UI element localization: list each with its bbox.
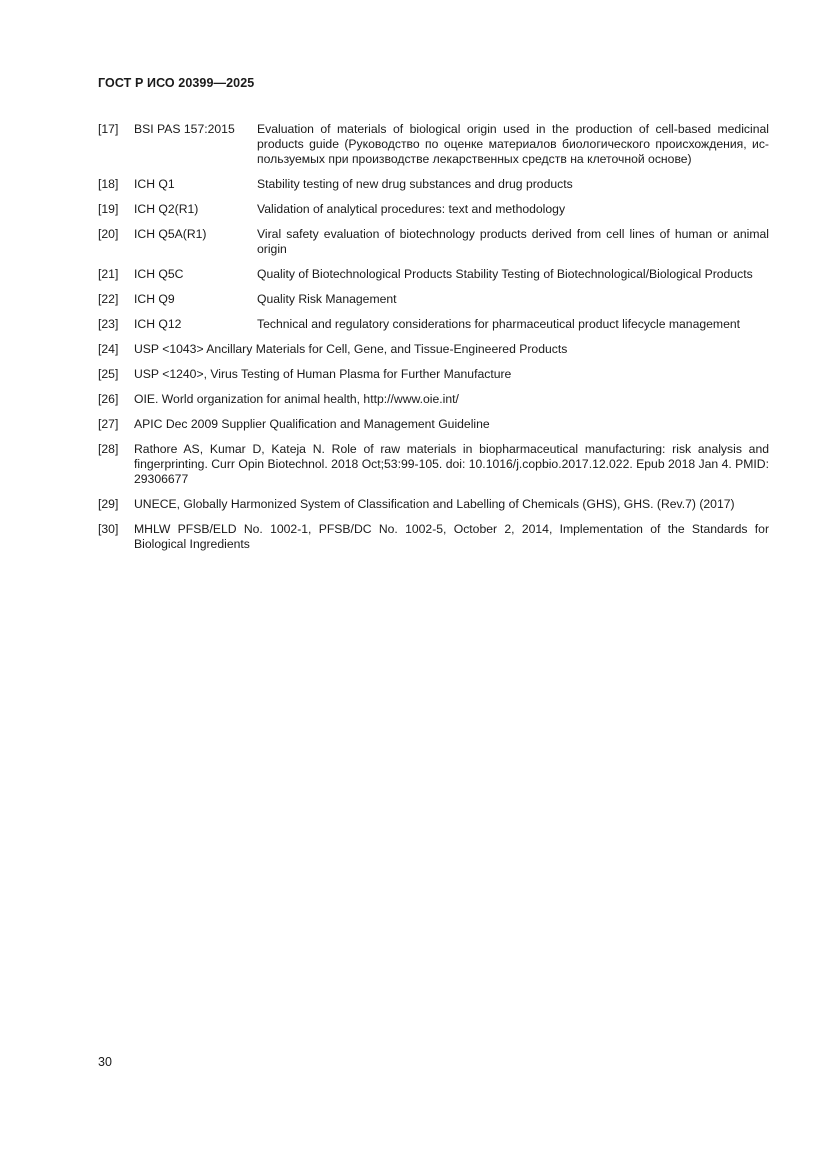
reference-item <box>98 267 769 282</box>
reference-code: ICH Q12 <box>134 317 182 331</box>
reference-item <box>98 442 769 487</box>
reference-number: [19] <box>98 202 119 216</box>
reference-title: Evaluation of materials of biological origin used in the production of cell-based medicinal products guide (Руководство по оценке материалов биологического происхождения, ис-пользуемых при производстве лекарственных средств на клеточной основе) <box>257 122 769 166</box>
reference-text: MHLW PFSB/ELD No. 1002-1, PFSB/DC No. 1002-5, October 2, 2014, Implementation of the Standards for Biological Ingredients <box>134 522 769 551</box>
reference-number: [22] <box>98 292 119 306</box>
reference-code: ICH Q2(R1) <box>134 202 199 216</box>
reference-text: APIC Dec 2009 Supplier Qualification and Management Guideline <box>134 417 490 431</box>
reference-title: Validation of analytical procedures: text and methodology <box>257 202 566 216</box>
reference-item <box>98 392 769 407</box>
reference-item <box>98 122 769 167</box>
page-number: 30 <box>98 1055 112 1069</box>
reference-number: [30] <box>98 522 119 536</box>
reference-number: [23] <box>98 317 119 331</box>
reference-number: [28] <box>98 442 119 456</box>
reference-list <box>98 122 769 562</box>
reference-item <box>98 227 769 257</box>
reference-number: [21] <box>98 267 119 281</box>
reference-text: Rathore AS, Kumar D, Kateja N. Role of raw materials in biopharmaceutical manufacturing: risk analysis and fingerprinting. Curr Opin Biotechnol. 2018 Oct;53:99-105. doi: 10.1016/j.copbio.2017.12.022. Epub 2018 Jan 4. PMID: 29306677 <box>134 442 769 486</box>
reference-code: ICH Q5C <box>134 267 184 281</box>
reference-item <box>98 292 769 307</box>
reference-code: BSI PAS 157:2015 <box>134 122 235 136</box>
reference-code: ICH Q9 <box>134 292 175 306</box>
reference-code: ICH Q1 <box>134 177 175 191</box>
reference-number: [20] <box>98 227 119 241</box>
reference-item <box>98 497 769 512</box>
reference-code: ICH Q5A(R1) <box>134 227 207 241</box>
reference-number: [26] <box>98 392 119 406</box>
reference-item <box>98 202 769 217</box>
reference-item <box>98 417 769 432</box>
reference-number: [27] <box>98 417 119 431</box>
reference-title: Viral safety evaluation of biotechnology products derived from cell lines of human or animal origin <box>257 227 769 256</box>
reference-item <box>98 367 769 382</box>
reference-text: USP <1043> Ancillary Materials for Cell, Gene, and Tissue-Engineered Products <box>134 342 568 356</box>
reference-title: Stability testing of new drug substances and drug products <box>257 177 573 191</box>
reference-number: [17] <box>98 122 119 136</box>
reference-text: OIE. World organization for animal health, http://www.oie.int/ <box>134 392 459 406</box>
reference-title: Technical and regulatory considerations for pharmaceutical product lifecycle management <box>257 317 741 331</box>
reference-item <box>98 317 769 332</box>
document-header: ГОСТ Р ИСО 20399—2025 <box>98 76 255 90</box>
reference-number: [29] <box>98 497 119 511</box>
reference-item <box>98 342 769 357</box>
reference-title: Quality Risk Management <box>257 292 397 306</box>
reference-number: [25] <box>98 367 119 381</box>
reference-item <box>98 177 769 192</box>
reference-text: USP <1240>, Virus Testing of Human Plasma for Further Manufacture <box>134 367 512 381</box>
reference-text: UNECE, Globally Harmonized System of Classification and Labelling of Chemicals (GHS), GHS. (Rev.7) (2017) <box>134 497 735 511</box>
reference-number: [18] <box>98 177 119 191</box>
reference-item <box>98 522 769 552</box>
reference-number: [24] <box>98 342 119 356</box>
reference-title: Quality of Biotechnological Products Stability Testing of Biotechnological/Biological Products <box>257 267 753 281</box>
